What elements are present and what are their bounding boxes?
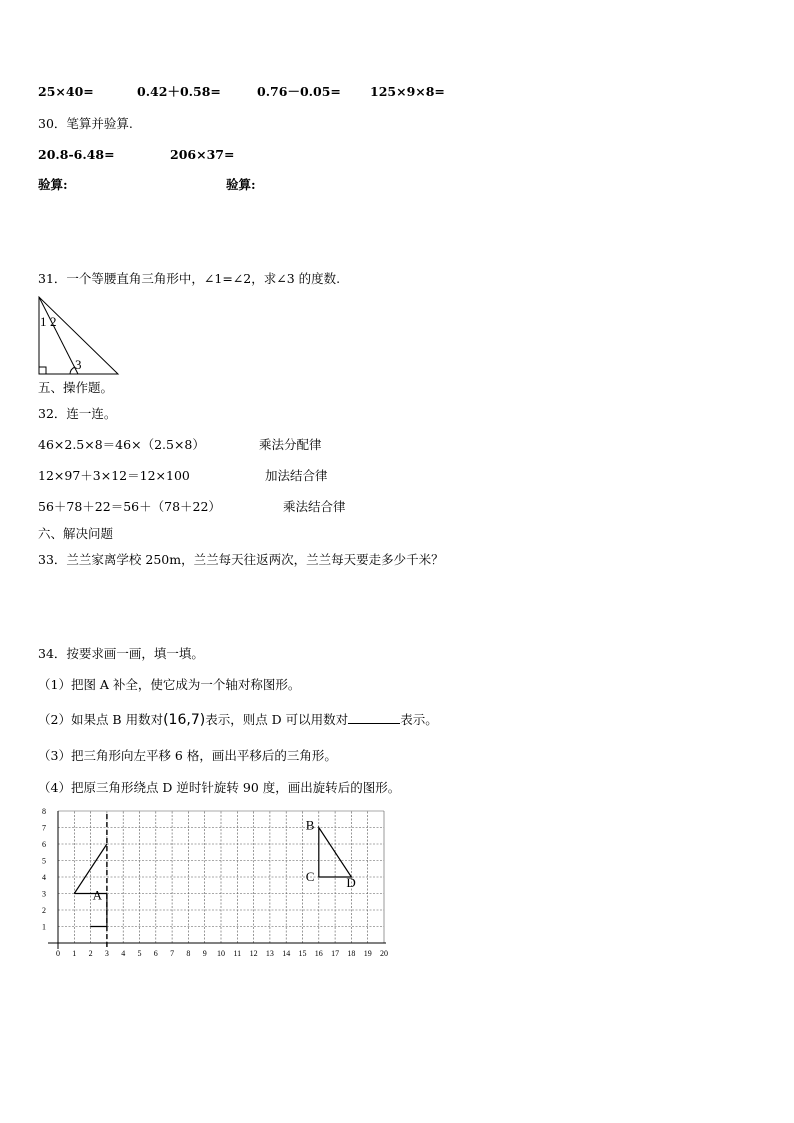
q31-angle3-label: 3 [75, 357, 82, 372]
x-tick-label: 18 [347, 949, 356, 958]
q33-title: 33．兰兰家离学校 250m，兰兰每天往返两次，兰兰每天要走多少千米？ [38, 552, 444, 567]
q34-item2-prefix: （2）如果点 B 用数对 [38, 712, 164, 727]
q32-left-1: 46×2.5×8＝46×（2.5×8） [38, 437, 205, 452]
x-tick-label: 2 [88, 949, 93, 958]
q30-check-label-1: 验算: [38, 177, 68, 192]
q31-right-angle-mark [39, 367, 46, 374]
y-tick-label: 4 [42, 873, 46, 882]
y-tick-label: 3 [42, 889, 46, 899]
grid-point-labels [93, 818, 356, 903]
x-tick-label: 12 [249, 949, 258, 958]
x-tick-label: 10 [217, 949, 225, 958]
q29-expr-3: 0.76－0.05= [257, 84, 341, 99]
q31-angle2-label: 2 [50, 314, 57, 329]
section5-title: 五、操作题。 [38, 380, 114, 395]
point-label-b: B [305, 817, 315, 833]
x-tick-label: 19 [363, 949, 372, 958]
q29-expr-1: 25×40= [38, 84, 94, 99]
x-tick-label: 8 [186, 949, 191, 958]
q30-expr-1: 20.8-6.48= [38, 147, 115, 162]
q34-title: 34．按要求画一画，填一填。 [38, 646, 204, 661]
x-tick-label: 6 [153, 949, 158, 958]
q34-item-4: （4）把原三角形绕点 D 逆时针旋转 90 度，画出旋转后的图形。 [38, 780, 401, 795]
x-tick-label: 5 [137, 949, 142, 958]
x-tick-label: 17 [331, 949, 340, 958]
q34-item-2 [38, 711, 438, 728]
q34-item-1: （1）把图 A 补全，使它成为一个轴对称图形。 [38, 677, 301, 692]
y-tick-label: 7 [42, 823, 46, 833]
x-tick-label: 1 [72, 949, 77, 958]
y-tick-label: 5 [42, 856, 46, 866]
q30-check-label-2: 验算: [226, 177, 256, 192]
grid-x-ticks [56, 949, 388, 958]
q32-left-2: 12×97＋3×12＝12×100 [38, 468, 190, 483]
x-tick-label: 3 [104, 949, 109, 958]
q32-left-3: 56＋78＋22＝56＋（78＋22） [38, 499, 221, 514]
q34-item-3: （3）把三角形向左平移 6 格，画出平移后的三角形。 [38, 748, 337, 763]
y-tick-label: 2 [42, 906, 46, 915]
q30-expr-2: 206×37= [170, 147, 235, 162]
q34-item2-pair: (16,7) [163, 712, 206, 728]
point-label-d: D [346, 875, 356, 890]
x-tick-label: 7 [170, 949, 175, 958]
y-tick-label: 1 [42, 922, 46, 932]
x-tick-label: 0 [56, 949, 60, 958]
x-tick-label: 20 [380, 949, 388, 958]
x-tick-label: 14 [282, 949, 291, 958]
point-label-a: A [92, 887, 102, 903]
q29-expr-4: 125×9×8= [370, 84, 445, 99]
q32-right-3: 乘法结合律 [283, 499, 346, 514]
point-label-c: C [305, 869, 315, 884]
q34-grid-figure [36, 807, 392, 964]
q29-expr-2: 0.42＋0.58= [137, 84, 221, 99]
x-tick-label: 16 [314, 949, 323, 958]
q31-bisector [39, 297, 78, 374]
q32-right-1: 乘法分配律 [259, 437, 322, 452]
q32-title: 32．连一连。 [38, 406, 117, 421]
x-tick-label: 4 [121, 949, 126, 958]
grid-y-ticks [42, 807, 46, 932]
y-tick-label: 6 [42, 840, 46, 849]
x-tick-label: 11 [233, 949, 242, 958]
q30-title: 30．笔算并验算. [38, 116, 133, 131]
q32-right-2: 加法结合律 [265, 468, 328, 483]
q31-title: 31．一个等腰直角三角形中，∠1=∠2，求∠3 的度数. [38, 271, 341, 286]
x-tick-label: 15 [298, 949, 307, 958]
section6-title: 六、解决问题 [38, 526, 114, 541]
q31-triangle-figure [30, 292, 130, 378]
x-tick-label: 9 [202, 949, 207, 958]
q34-item2-answer-blank[interactable] [348, 711, 400, 724]
q31-angle1-label: 1 [40, 314, 47, 329]
q34-item2-middle: 表示，则点 D 可以用数对 [205, 712, 349, 727]
triangle-bcd [319, 828, 352, 878]
y-tick-label: 8 [42, 807, 46, 816]
grid-lines [48, 811, 386, 949]
x-tick-label: 13 [265, 949, 274, 958]
q34-item2-suffix: 表示。 [400, 712, 438, 727]
